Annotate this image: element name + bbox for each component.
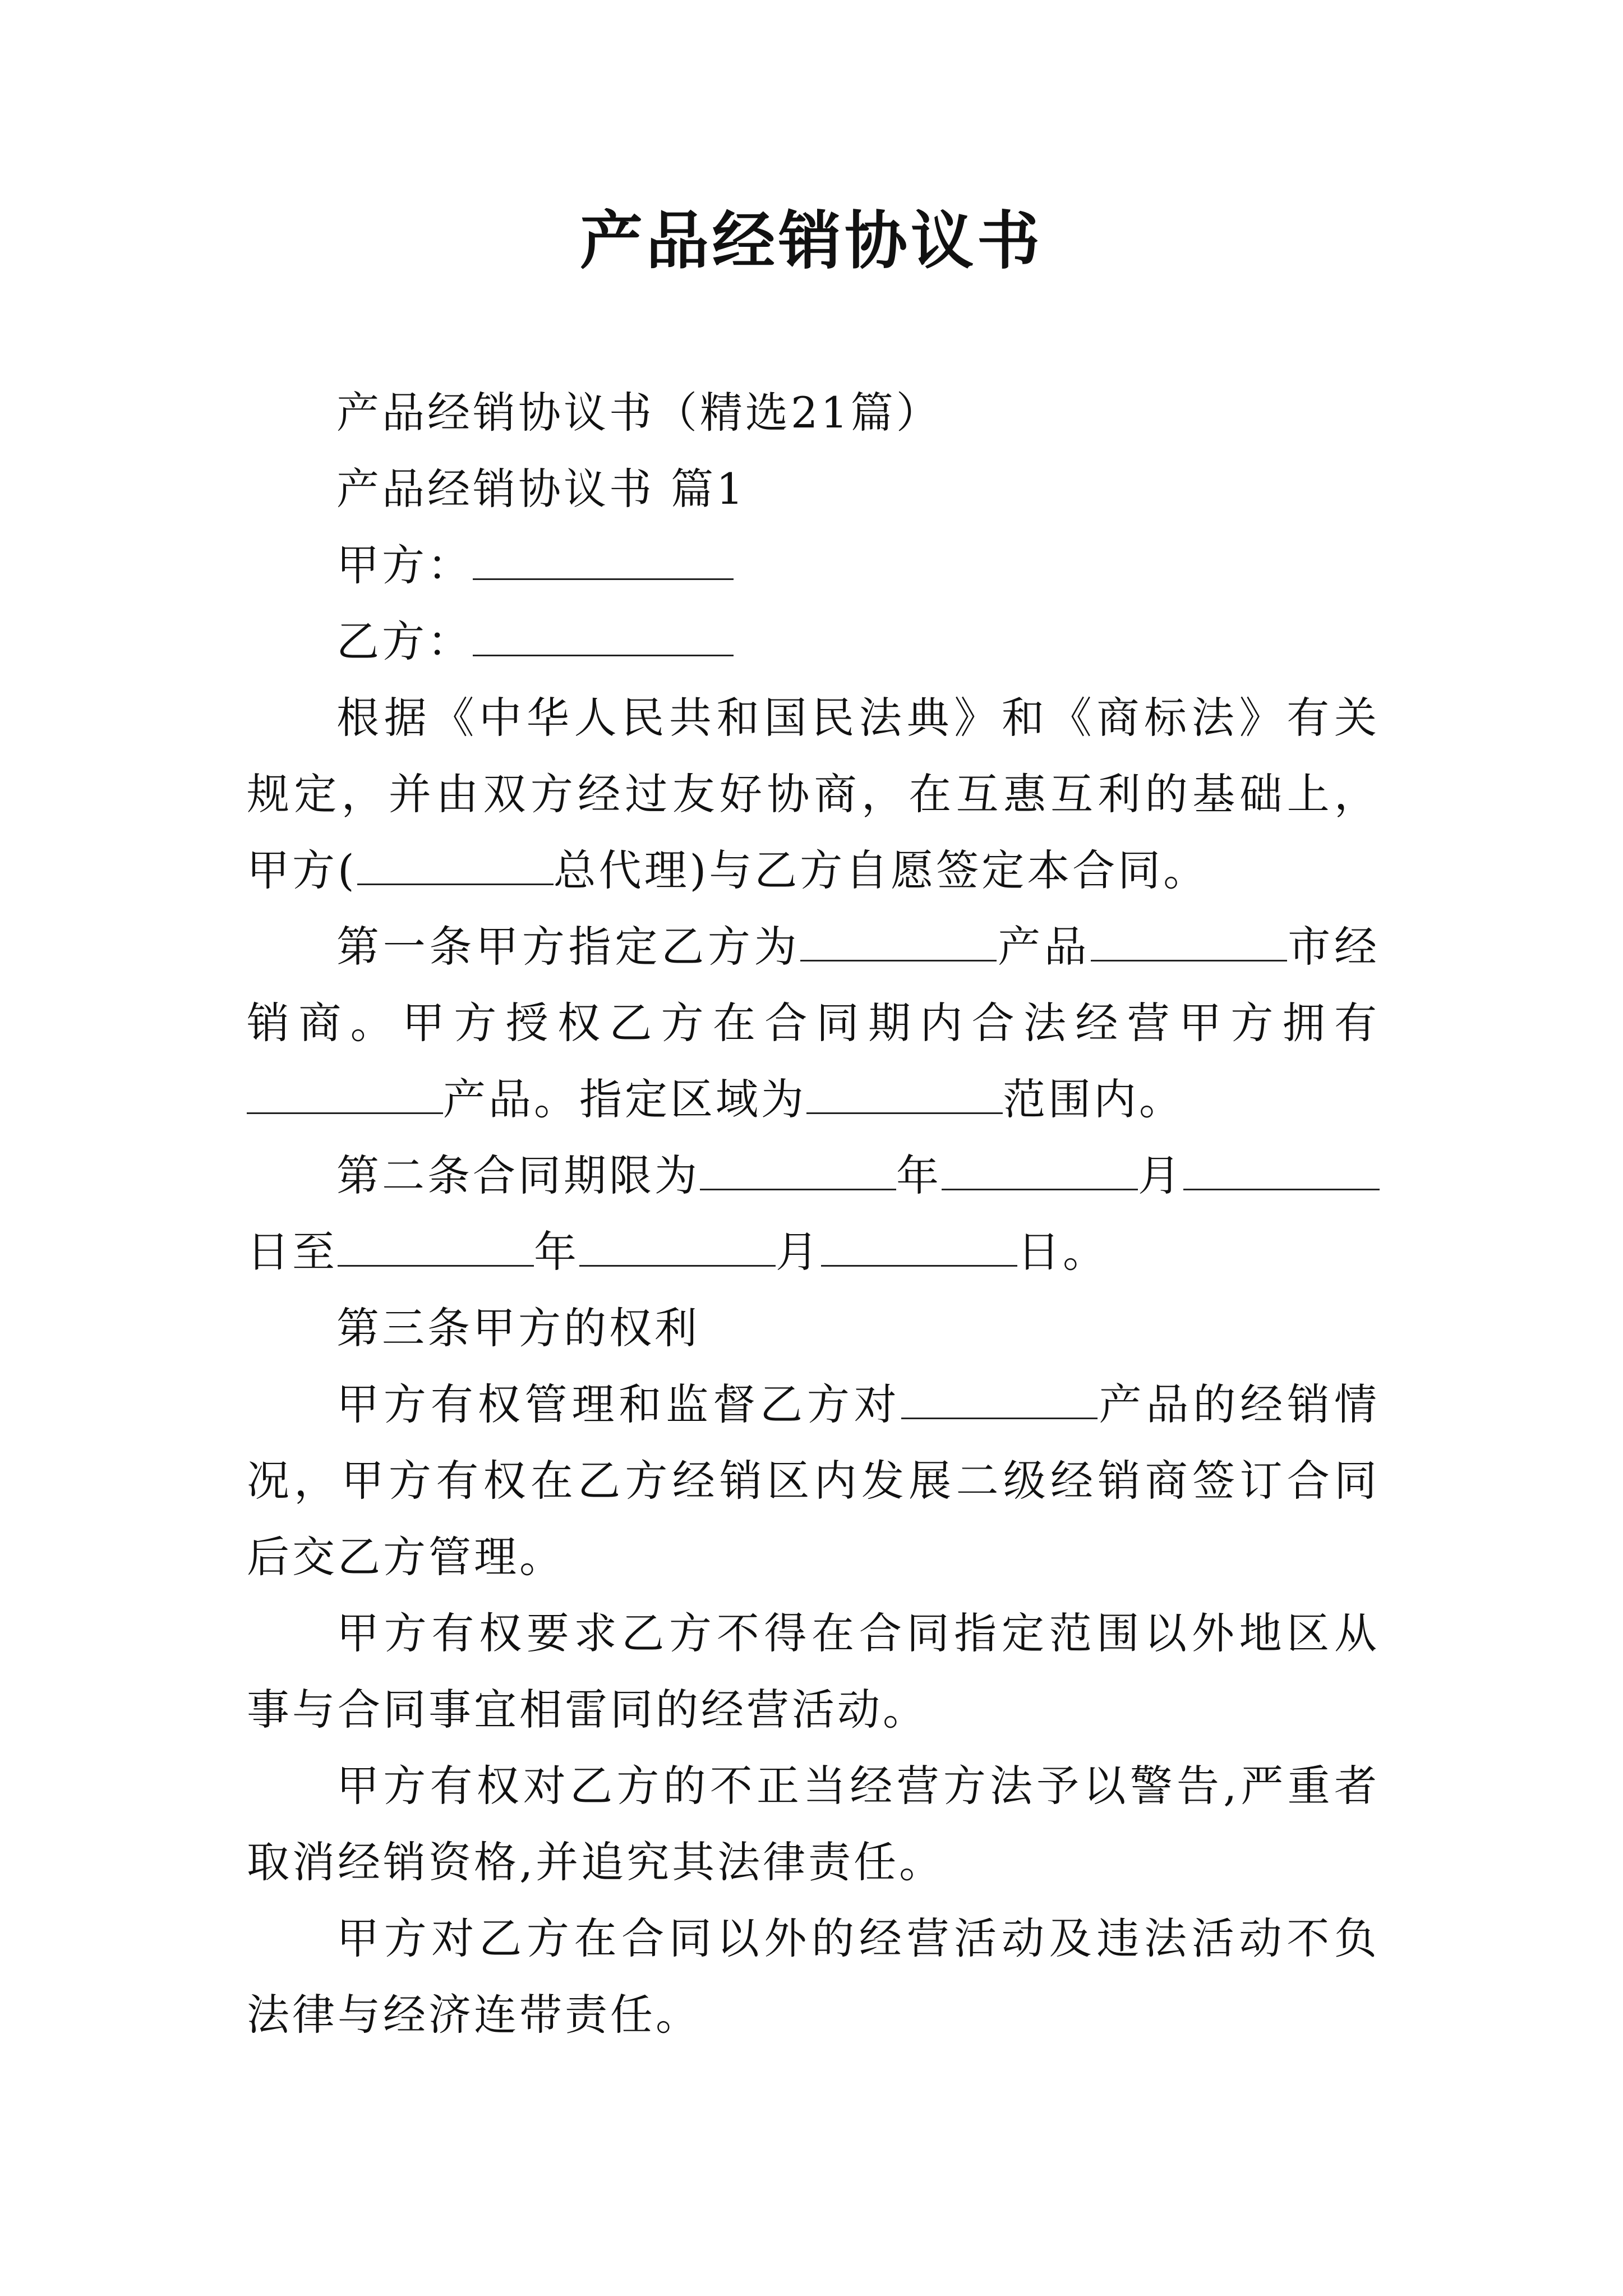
art2-blank-end-month xyxy=(579,1230,776,1267)
art1-text-e: 范围内。 xyxy=(1003,1074,1184,1124)
subtitle: 产品经销协议书（精选21篇） xyxy=(336,388,942,438)
art1-blank-1 xyxy=(800,925,997,961)
party-a-label: 甲方： xyxy=(336,540,473,590)
article-2 xyxy=(247,1138,1380,1290)
right-2: 甲方有权要求乙方不得在合同指定范围以外地区从事与合同事宜相雷同的经营活动。 xyxy=(247,1608,1380,1734)
art2-year-1: 年 xyxy=(896,1151,942,1200)
art1-text-d: 产品。指定区域为 xyxy=(443,1074,806,1124)
art2-year-2: 年 xyxy=(534,1227,579,1277)
right1-text-a: 甲方有权管理和监督乙方对 xyxy=(336,1379,901,1429)
right-3: 甲方有权对乙方的不正当经营方法予以警告,严重者取消经销资格,并追究其法律责任。 xyxy=(247,1761,1380,1887)
party-b-line xyxy=(247,604,1380,680)
right1-text-b: 产品的经销情况，甲方有权在乙方经销区内发展二级经销商签订合同后交乙方管理。 xyxy=(247,1379,1380,1582)
art2-blank-start-year xyxy=(700,1154,896,1190)
art2-month-2: 月 xyxy=(776,1227,821,1277)
right1-blank xyxy=(901,1383,1098,1419)
art2-month-1: 月 xyxy=(1138,1151,1183,1200)
art1-text-b: 产品 xyxy=(997,922,1091,972)
document-body xyxy=(247,375,1380,2053)
party-b-label: 乙方： xyxy=(336,616,473,666)
art2-blank-end-day xyxy=(821,1230,1017,1267)
article-1 xyxy=(247,909,1380,1138)
art1-blank-3 xyxy=(247,1078,443,1114)
party-a-line xyxy=(247,527,1380,604)
art1-blank-2 xyxy=(1091,925,1287,961)
art1-text-a: 第一条甲方指定乙方为 xyxy=(336,922,801,972)
right-4: 甲方对乙方在合同以外的经营活动及违法活动不负法律与经济连带责任。 xyxy=(247,1913,1380,2040)
agent-blank xyxy=(357,849,554,885)
intro-paragraph xyxy=(247,680,1380,909)
intro-text-b: 总代理)与乙方自愿签定本合同。 xyxy=(553,845,1209,895)
section-heading: 产品经销协议书 篇1 xyxy=(336,464,746,514)
intro-text-a: 根据《中华人民共和国民法典》和《商标法》有关规定，并由双方经过友好协商，在互惠互利的基础上，甲方( xyxy=(247,693,1380,895)
art2-text-a: 第二条合同期限为 xyxy=(336,1151,700,1200)
art1-blank-4 xyxy=(806,1078,1003,1114)
art1-text-c: 市经销商。甲方授权乙方在合同期内合法经营甲方拥有 xyxy=(247,922,1380,1048)
party-a-blank xyxy=(473,544,734,580)
art2-blank-end-year xyxy=(338,1230,534,1267)
art2-blank-start-day xyxy=(1183,1154,1380,1190)
document-title: 产品经销协议书 xyxy=(580,204,1043,278)
party-b-blank xyxy=(473,620,734,656)
right-1 xyxy=(247,1366,1380,1595)
art2-blank-start-month xyxy=(942,1154,1138,1190)
article-3-heading: 第三条甲方的权利 xyxy=(336,1303,700,1353)
art2-day-to: 日至 xyxy=(247,1227,338,1277)
art2-day-end: 日。 xyxy=(1017,1227,1108,1277)
